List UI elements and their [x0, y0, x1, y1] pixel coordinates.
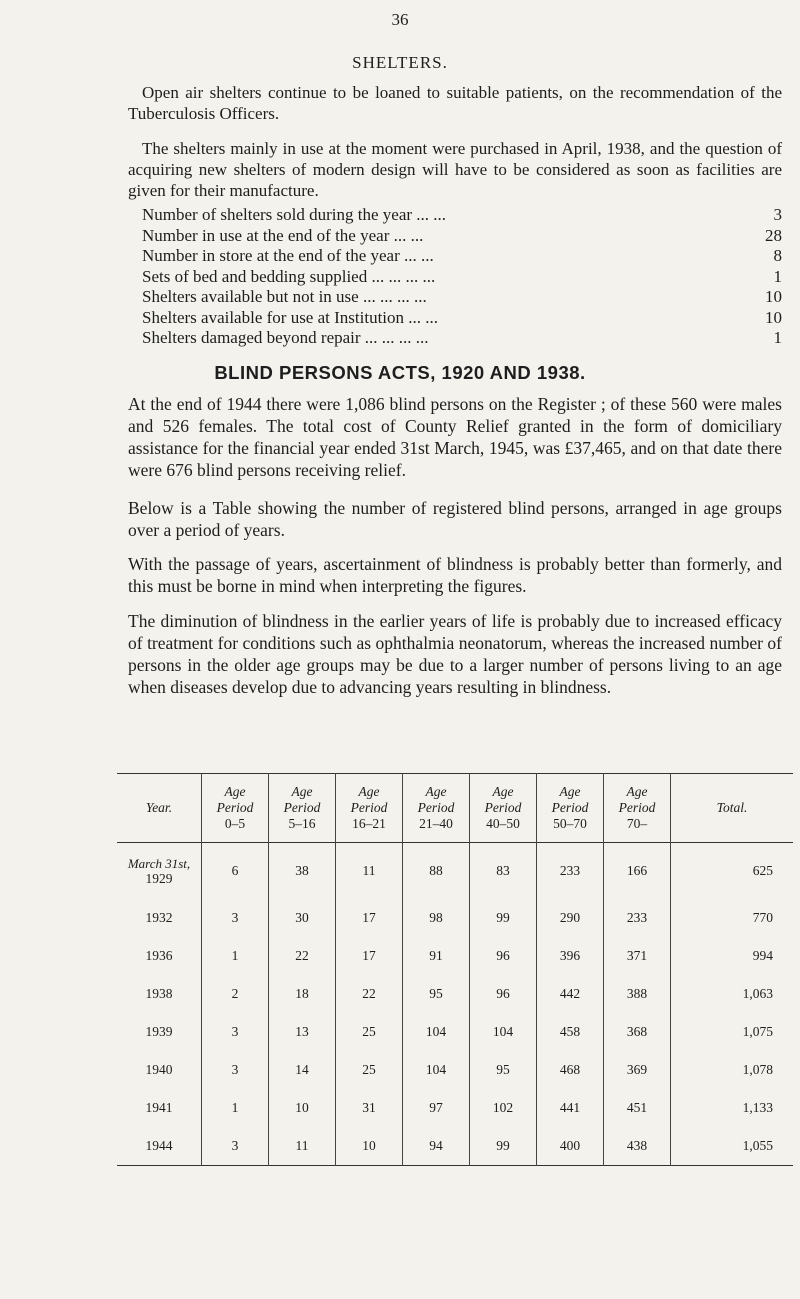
table-cell: 104 — [470, 1013, 537, 1051]
blind-paragraph-1: At the end of 1944 there were 1,086 blind persons on the Register ; of these 560 were males and 526 females. The total cost of County Relief granted in the form of domiciliary assistance for the financial year ended 31st March, 1945, was £37,465, and on that date there were 676 blind persons receiving relief. — [128, 394, 782, 480]
blind-paragraph-4: The diminution of blindness in the earlier years of life is probably due to increased efficacy of treatment for conditions such as ophthalmia neonatorum, whereas the increased number of persons in the older age groups may be due to a larger number of persons living to an age when diseases develop due to advancing years resulting in blindness. — [128, 611, 782, 697]
stat-row — [142, 205, 782, 226]
table-cell: 96 — [470, 937, 537, 975]
stat-value: 1 — [773, 266, 782, 286]
table-cell: 102 — [470, 1089, 537, 1127]
table-cell: 468 — [537, 1051, 604, 1089]
stat-label: Shelters available but not in use ... ... ... ... — [142, 287, 427, 306]
year-cell: 1939 — [145, 1024, 173, 1039]
table-cell: 91 — [403, 937, 470, 975]
total-cell: 1,133 — [671, 1089, 794, 1127]
stat-row — [142, 246, 782, 267]
stat-row — [142, 267, 782, 288]
table-cell: 17 — [336, 937, 403, 975]
age-header: Age Period 16–21 — [336, 774, 403, 843]
stat-row — [142, 226, 782, 247]
table-row — [117, 1051, 793, 1089]
age-header: Age Period 40–50 — [470, 774, 537, 843]
total-cell: 770 — [671, 899, 794, 937]
year-cell: 1941 — [145, 1100, 173, 1115]
table-cell: 13 — [269, 1013, 336, 1051]
stat-value: 1 — [773, 328, 782, 347]
table-cell: 396 — [537, 937, 604, 975]
table-cell: 10 — [269, 1089, 336, 1127]
shelters-paragraph-2: The shelters mainly in use at the moment were purchased in April, 1938, and the question of acquiring new shelters of modern design will have to be considered as soon as facilities are given for their manufacture. — [128, 139, 782, 200]
table-cell: 400 — [537, 1127, 604, 1166]
table-header-row — [117, 774, 793, 843]
total-cell: 625 — [671, 843, 794, 900]
shelters-paragraph-1: Open air shelters continue to be loaned to suitable patients, on the recommendation of the Tuberculosis Officers. — [128, 83, 782, 123]
table-cell: 94 — [403, 1127, 470, 1166]
blind-persons-heading: BLIND PERSONS ACTS, 1920 AND 1938. — [214, 362, 586, 383]
stat-value: 28 — [765, 225, 782, 245]
table-cell: 83 — [470, 843, 537, 900]
stat-label: Number of shelters sold during the year ... ... — [142, 205, 447, 224]
age-header: Age Period 0–5 — [202, 774, 269, 843]
table-cell: 98 — [403, 899, 470, 937]
year-header: Year. — [145, 800, 173, 815]
table-cell: 233 — [537, 843, 604, 900]
year-cell: 1936 — [145, 948, 173, 963]
table-cell: 11 — [336, 843, 403, 900]
year-cell: 1944 — [145, 1138, 173, 1153]
age-header: Age Period 5–16 — [269, 774, 336, 843]
table-cell: 30 — [269, 899, 336, 937]
table-cell: 17 — [336, 899, 403, 937]
table-cell: 22 — [269, 937, 336, 975]
stat-row — [142, 328, 782, 349]
blind-paragraph-3: With the passage of years, ascertainment of blindness is probably better than formerly, and this must be borne in mind when interpreting the figures. — [128, 554, 782, 596]
table-cell: 458 — [537, 1013, 604, 1051]
table-cell: 14 — [269, 1051, 336, 1089]
table-cell: 2 — [202, 975, 269, 1013]
stat-label: Number in use at the end of the year ... ... — [142, 225, 424, 245]
table-cell: 371 — [604, 937, 671, 975]
table-cell: 369 — [604, 1051, 671, 1089]
year-cell: March 31st, 1929 — [127, 855, 191, 886]
table-cell: 99 — [470, 1127, 537, 1166]
stat-row — [142, 287, 782, 308]
table-cell: 95 — [470, 1051, 537, 1089]
table-cell: 6 — [202, 843, 269, 900]
table-cell: 104 — [403, 1051, 470, 1089]
table-row — [117, 1127, 793, 1166]
table-cell: 451 — [604, 1089, 671, 1127]
table-cell: 10 — [336, 1127, 403, 1166]
blind-persons-table — [117, 773, 793, 1166]
table-cell: 99 — [470, 899, 537, 937]
stat-label: Shelters damaged beyond repair ... ... ... ... — [142, 328, 429, 347]
table-cell: 25 — [336, 1051, 403, 1089]
table-cell: 1 — [202, 1089, 269, 1127]
year-cell: 1938 — [145, 986, 173, 1001]
total-cell: 1,075 — [671, 1013, 794, 1051]
shelters-heading: SHELTERS. — [352, 53, 448, 72]
table-cell: 1 — [202, 937, 269, 975]
table-cell: 18 — [269, 975, 336, 1013]
year-cell: 1932 — [145, 910, 173, 925]
blind-paragraph-2: Below is a Table showing the number of registered blind persons, arranged in age groups over a period of years. — [128, 498, 782, 540]
table-cell: 11 — [269, 1127, 336, 1166]
table-cell: 25 — [336, 1013, 403, 1051]
table-cell: 97 — [403, 1089, 470, 1127]
age-header: Age Period 50–70 — [537, 774, 604, 843]
total-cell: 994 — [671, 937, 794, 975]
table-row — [117, 937, 793, 975]
table-cell: 96 — [470, 975, 537, 1013]
table-row — [117, 1013, 793, 1051]
total-header: Total. — [671, 774, 794, 843]
year-cell: 1940 — [145, 1062, 173, 1077]
stat-value: 10 — [765, 307, 782, 327]
table-cell: 3 — [202, 1127, 269, 1166]
stat-value: 8 — [773, 246, 782, 265]
table-cell: 88 — [403, 843, 470, 900]
table-cell: 31 — [336, 1089, 403, 1127]
stat-label: Shelters available for use at Institution ... ... — [142, 307, 439, 327]
table-cell: 233 — [604, 899, 671, 937]
table-row — [117, 975, 793, 1013]
table-cell: 442 — [537, 975, 604, 1013]
total-cell: 1,063 — [671, 975, 794, 1013]
table-cell: 95 — [403, 975, 470, 1013]
stat-label: Number in store at the end of the year ... ... — [142, 246, 434, 265]
stat-row — [142, 308, 782, 329]
table-cell: 3 — [202, 1051, 269, 1089]
table-cell: 166 — [604, 843, 671, 900]
shelter-statistics — [142, 205, 782, 349]
table-cell: 368 — [604, 1013, 671, 1051]
table-cell: 104 — [403, 1013, 470, 1051]
table-cell: 441 — [537, 1089, 604, 1127]
stat-value: 3 — [773, 205, 782, 224]
stat-label: Sets of bed and bedding supplied ... ... ... ... — [142, 266, 436, 286]
table-row — [117, 899, 793, 937]
table-cell: 38 — [269, 843, 336, 900]
page-number: 36 — [391, 10, 409, 29]
age-header: Age Period 70– — [604, 774, 671, 843]
age-header: Age Period 21–40 — [403, 774, 470, 843]
table-row — [117, 843, 793, 900]
table-cell: 438 — [604, 1127, 671, 1166]
table-cell: 3 — [202, 899, 269, 937]
table-cell: 290 — [537, 899, 604, 937]
table-cell: 388 — [604, 975, 671, 1013]
total-cell: 1,055 — [671, 1127, 794, 1166]
table-cell: 22 — [336, 975, 403, 1013]
stat-value: 10 — [765, 287, 782, 306]
total-cell: 1,078 — [671, 1051, 794, 1089]
table-row — [117, 1089, 793, 1127]
table-cell: 3 — [202, 1013, 269, 1051]
